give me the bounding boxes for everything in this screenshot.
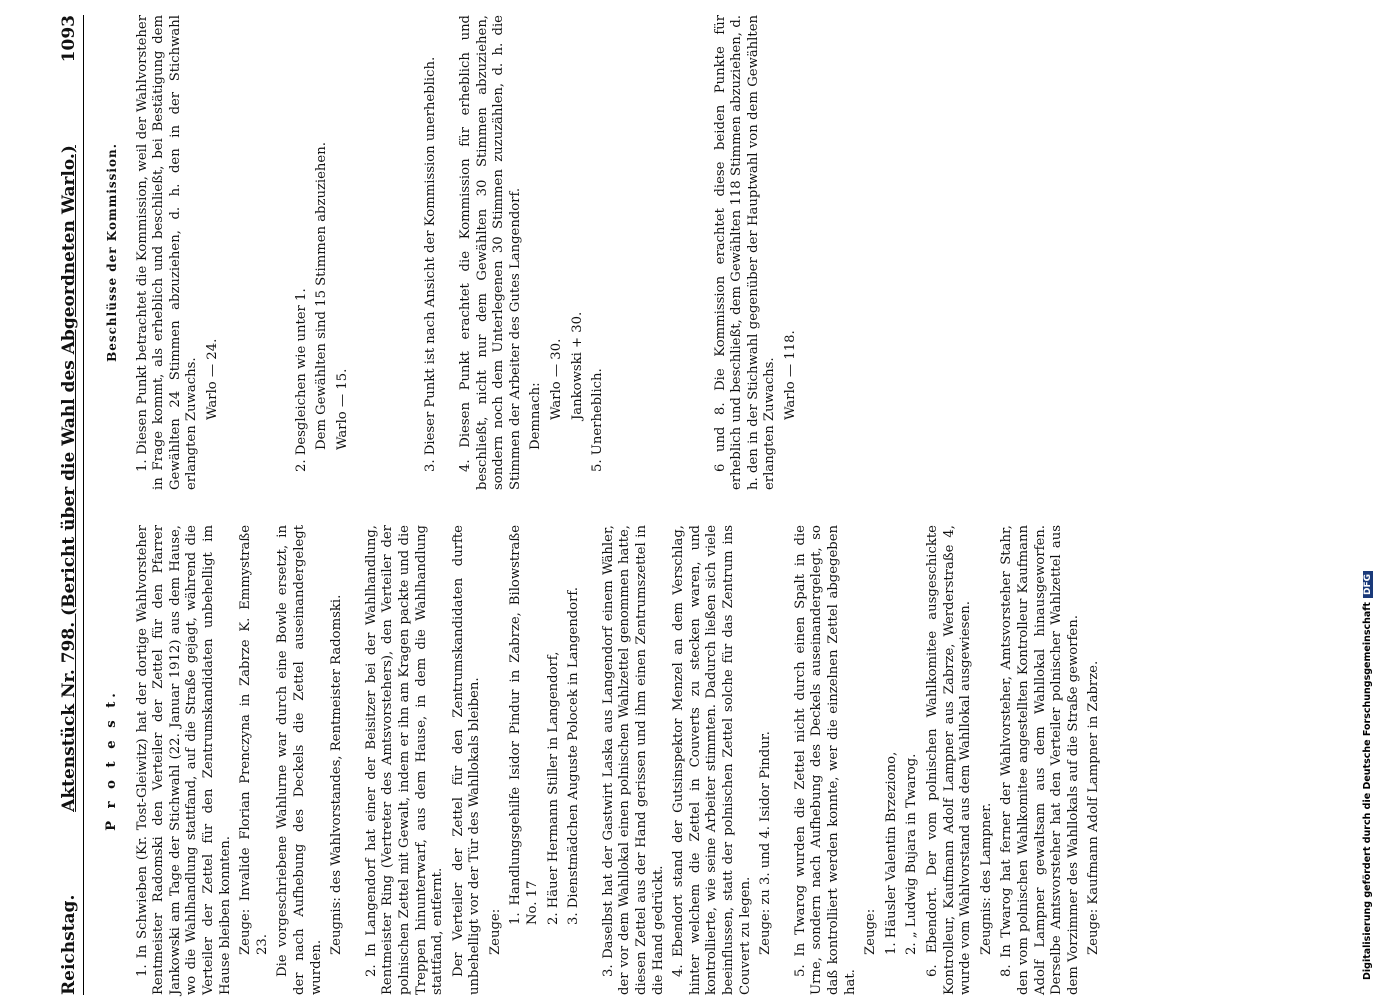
- decision-paragraph: 1. Diesen Punkt betrachtet die Kommission, weil der Wahlvorsteher in Frage kommt, als erheblich und beschließt, bei Bestätigung dem Gewählten 24 Stimmen abzuziehen, d. h. den in der Stichwahl erlangten Zuwachs.: [134, 15, 200, 490]
- decision-paragraph: 2. Desgleichen wie unter 1.: [293, 288, 309, 472]
- decision-paragraph: Demnach:: [528, 382, 544, 450]
- protest-paragraph: 3. Daselbst hat der Gastwirt Laska aus Langendorf einem Wähler, der vor dem Wahllokal einen polnischen Wahlzettel genommen hatte, diesen Zettel aus der Hand gerissen und ihm einen Zentrumszettel in die Hand gedrückt.: [600, 525, 666, 995]
- protest-paragraph: Zeuge:: [863, 908, 879, 955]
- decision-paragraph: [355, 15, 389, 490]
- page-number: 1093: [59, 15, 79, 63]
- protest-paragraph: Zeugnis: des Lampner.: [978, 802, 994, 955]
- protest-paragraph: Zeuge: Invalide Florian Prenczyna in Zabrze K. Emmystraße 23.: [238, 525, 270, 955]
- decision-paragraph: 5. Unerheblich.: [590, 368, 606, 472]
- decision-paragraph: Warlo — 24.: [204, 338, 220, 420]
- protest-paragraph: [779, 525, 793, 995]
- decision-paragraph: [611, 15, 645, 490]
- protest-paragraph: 8. In Twarog hat ferner der Wahlvorsteher, Amtsvorsteher Stahr, den vom polnischen Wahlkomitee angestellten Kontrolleur Kaufmann Adolf Lampner gewaltsam aus dem Wahllokal hinausgeworfen. Derselbe Amtsvorsteher hat den Verteiler polnischer Wahlzettel aus dem Vorzimmer des Wahllokals auf die Straße geworfen.: [999, 525, 1081, 995]
- protest-paragraph: 1. Handlungsgehilfe Isidor Pindur in Zabrze, Bilowstraße No. 17: [508, 525, 541, 925]
- decision-paragraph: [645, 15, 679, 490]
- funding-text: Digitalisierung gefördert durch die Deutsche Forschungsgemeinschaft: [1362, 602, 1373, 980]
- protest-paragraph: 1. In Schwieben (Kr. Tost-Gleiwitz) hat der dortige Wahlvorsteher Rentmeister Radomski den Verteiler der Zettel für den Pfarrer Jankowski am Tage der Stichwahl (22. Januar 1912) aus dem Hause, wo die Wahlhandlung stattfand, auf die Straße gejagt, während die Verteiler der Zettel für den Zentrumskandidaten unbehelligt im Hause bleiben konnten.: [134, 525, 233, 995]
- protest-paragraph: 3. Dienstmädchen Auguste Polocek in Langendorf.: [566, 587, 582, 925]
- protest-paragraph: 2. In Langendorf hat einer der Beisitzer bei der Wahlhandlung, Rentmeister Ring (Vertreter des Amtsvorstehers), den Verteiler der polnischen Zettel mit Gewalt, indem er ihn am Kragen packte und die Treppen hinunterwarf, aus dem Hause, in dem die Wahlhandlung stattfand, entfernt.: [363, 525, 446, 995]
- decisions-title: Beschlüsse der Kommission.: [105, 143, 119, 362]
- protest-paragraph: Zeugnis: des Wahlvorstandes, Rentmeister Radomski.: [329, 594, 345, 955]
- decision-paragraph: Jankowski + 30.: [569, 311, 585, 420]
- decision-paragraph: Warlo — 118.: [783, 330, 799, 420]
- decision-paragraph: [389, 15, 423, 490]
- decision-paragraph: [260, 15, 294, 490]
- protest-paragraph: Zeuge:: [487, 908, 503, 955]
- protest-paragraph: [350, 525, 364, 995]
- protest-paragraph: 6. Ebendort. Der vom polnischen Wahlkomitee ausgeschickte Kontrolleur, Kaufmann Adolf Lampner aus Zabrze, Werderstraße 4, wurde vom Wahlvorstand aus dem Wahllokal ausgewiesen.: [924, 525, 974, 995]
- protest-paragraph: Zeuge: zu 3. und 4. Isidor Pindur.: [758, 731, 774, 955]
- dfg-logo: DFG: [1363, 571, 1373, 598]
- decision-paragraph: 6 und 8. Die Kommission erachtet diese beiden Punkte für erheblich und beschließt, dem Gewählten 118 Stimmen abzuziehen, d. h. den in der Stichwahl gegenüber der Hauptwahl von dem Gewählten erlangten Zuwachs.: [712, 15, 778, 490]
- protest-paragraph: 4. Ebendort stand der Gutsinspektor Menzel an dem Verschlag, hinter welchem die Zettel in Couverts zu stecken waren, und kontrollierte, wie seine Arbeiter stimmten. Dadurch ließen sich viele beeinflussen, statt der polnischen Zettel solche für das Zentrum ins Couvert zu legen.: [671, 525, 753, 995]
- page-header: [50, 15, 84, 995]
- decision-paragraph: [226, 15, 260, 490]
- decision-paragraph: Warlo — 30.: [548, 338, 564, 420]
- rotated-document-page: [50, 15, 1370, 995]
- protest-paragraph: Zeuge: Kaufmann Adolf Lampner in Zabrze.: [1086, 660, 1102, 955]
- decision-paragraph: 4. Diesen Punkt erachtet die Kommission für erheblich und beschließt, nicht nur dem Gewählten 30 Stimmen abzuziehen, sondern noch dem Unterlegenen 30 Stimmen zuzuzählen, d. h. die Stimmen der Arbeiter des Gutes Langendorf.: [457, 15, 523, 490]
- protest-paragraph: 2. Häuer Hermann Stiller in Langendorf,: [545, 651, 561, 925]
- protest-paragraph: 5. In Twarog wurden die Zettel nicht durch einen Spalt in die Urne, sondern nach Aufhebung des Deckels auseinandergelegt, so daß kontrolliert werden konnte, wer die einzelnen Zettel abgegeben hat.: [792, 525, 858, 995]
- decisions-column: [98, 15, 804, 490]
- protest-paragraph: 2. „ Ludwig Bujara in Twarog.: [904, 753, 920, 955]
- protest-paragraph: Der Verteiler der Zettel für den Zentrumskandidaten durfte unbehelligt vor der Tür des Wahllokals bleiben.: [450, 525, 483, 995]
- funding-notice: [1362, 0, 1378, 980]
- protest-title: P r o t e s t.: [104, 689, 119, 831]
- decision-paragraph: Warlo — 15.: [334, 368, 350, 450]
- decision-paragraph: Dem Gewählten sind 15 Stimmen abzuziehen.: [314, 142, 330, 450]
- decision-paragraph: [679, 15, 713, 490]
- protest-paragraph: 1. Häusler Valentin Brzeziono,: [883, 751, 899, 955]
- header-title: Aktenstück Nr. 798. (Bericht über die Wahl des Abgeordneten Warlo.): [59, 145, 79, 812]
- protest-paragraph: [587, 525, 601, 995]
- decision-paragraph: 3. Dieser Punkt ist nach Ansicht der Kommission unerheblich.: [423, 56, 439, 472]
- header-left: Reichstag.: [59, 894, 79, 995]
- protest-paragraph: Die vorgeschriebene Wahlurne war durch eine Bowle ersetzt, in der nach Aufhebung des Deckels die Zettel auseinandergelegt wurden.: [275, 525, 324, 995]
- decision-paragraph: [444, 15, 458, 490]
- protest-column: [98, 525, 1107, 995]
